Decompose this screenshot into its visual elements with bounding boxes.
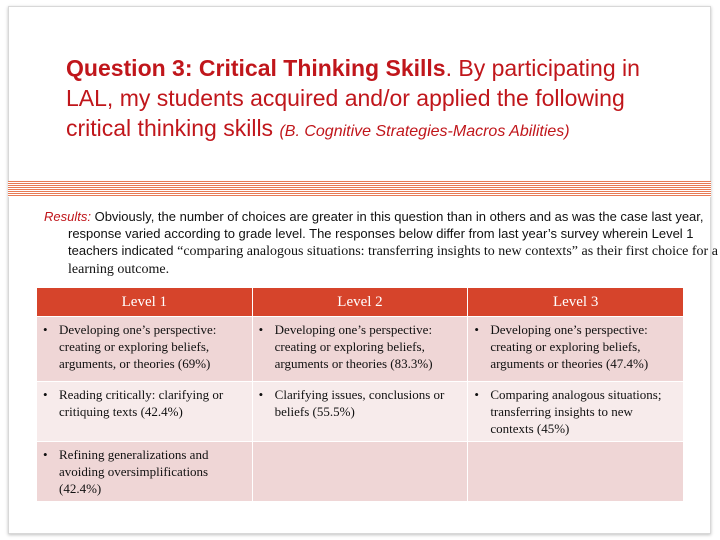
table-row: [37, 382, 684, 442]
bullet-icon: •: [474, 387, 479, 402]
table-row: [37, 317, 684, 382]
cell-text: Developing one’s perspective: creating or exploring beliefs, arguments, or theories (69%): [59, 322, 217, 371]
cell-text: Clarifying issues, conclusions or beliefs (55.5%): [274, 387, 445, 419]
header-level-1: Level 1: [37, 288, 253, 317]
results-paragraph: [44, 208, 718, 278]
title-bold: Question 3: Critical Thinking Skills: [66, 55, 446, 81]
results-text: Obviously, the number of choices are greater in this question than in others and as was the case last year, response varied according to grade level. The responses below differ from last year’s survey wherein Level 1 teachers indicated: [68, 209, 704, 258]
levels-table: [36, 287, 684, 502]
bullet-icon: •: [258, 322, 264, 337]
slide-title: [66, 53, 676, 147]
cell-text: Refining generalizations and avoiding oversimplifications (42.4%): [59, 447, 209, 496]
bullet-icon: •: [258, 387, 264, 402]
results-quote: “comparing analogous situations: transferring insights to new contexts” as their first choice for a learning outcome.: [68, 244, 718, 277]
header-level-3: Level 3: [468, 288, 684, 317]
results-label: Results:: [44, 209, 91, 224]
bullet-icon: •: [43, 387, 48, 402]
bullet-icon: •: [43, 322, 48, 337]
title-regular: . By participating in LAL, my students acquired and/or applied the following critical thinking skills: [66, 55, 640, 141]
table-cell: [37, 317, 253, 382]
cell-text: Comparing analogous situations; transferring insights to new contexts (45%): [490, 387, 662, 436]
header-level-2: Level 2: [252, 288, 468, 317]
table-header-row: [37, 288, 684, 317]
bullet-icon: •: [474, 322, 479, 337]
table-row: [37, 442, 684, 502]
bullet-icon: •: [43, 447, 48, 462]
table-cell-empty: [468, 442, 684, 502]
table-cell: [252, 317, 468, 382]
table-cell: [37, 382, 253, 442]
decorative-stripes: [8, 181, 711, 197]
table-cell: [468, 317, 684, 382]
table-cell: [37, 442, 253, 502]
table-cell: [468, 382, 684, 442]
cell-text: Reading critically: clarifying or critiquing texts (42.4%): [59, 387, 224, 419]
table-cell: [252, 382, 468, 442]
cell-text: Developing one’s perspective: creating or exploring beliefs, arguments or theories (83.3%): [274, 322, 433, 371]
title-italic: (B. Cognitive Strategies-Macros Abilities): [279, 123, 570, 140]
table-cell-empty: [252, 442, 468, 502]
cell-text: Developing one’s perspective: creating or exploring beliefs, arguments or theories (47.4%): [490, 322, 649, 371]
